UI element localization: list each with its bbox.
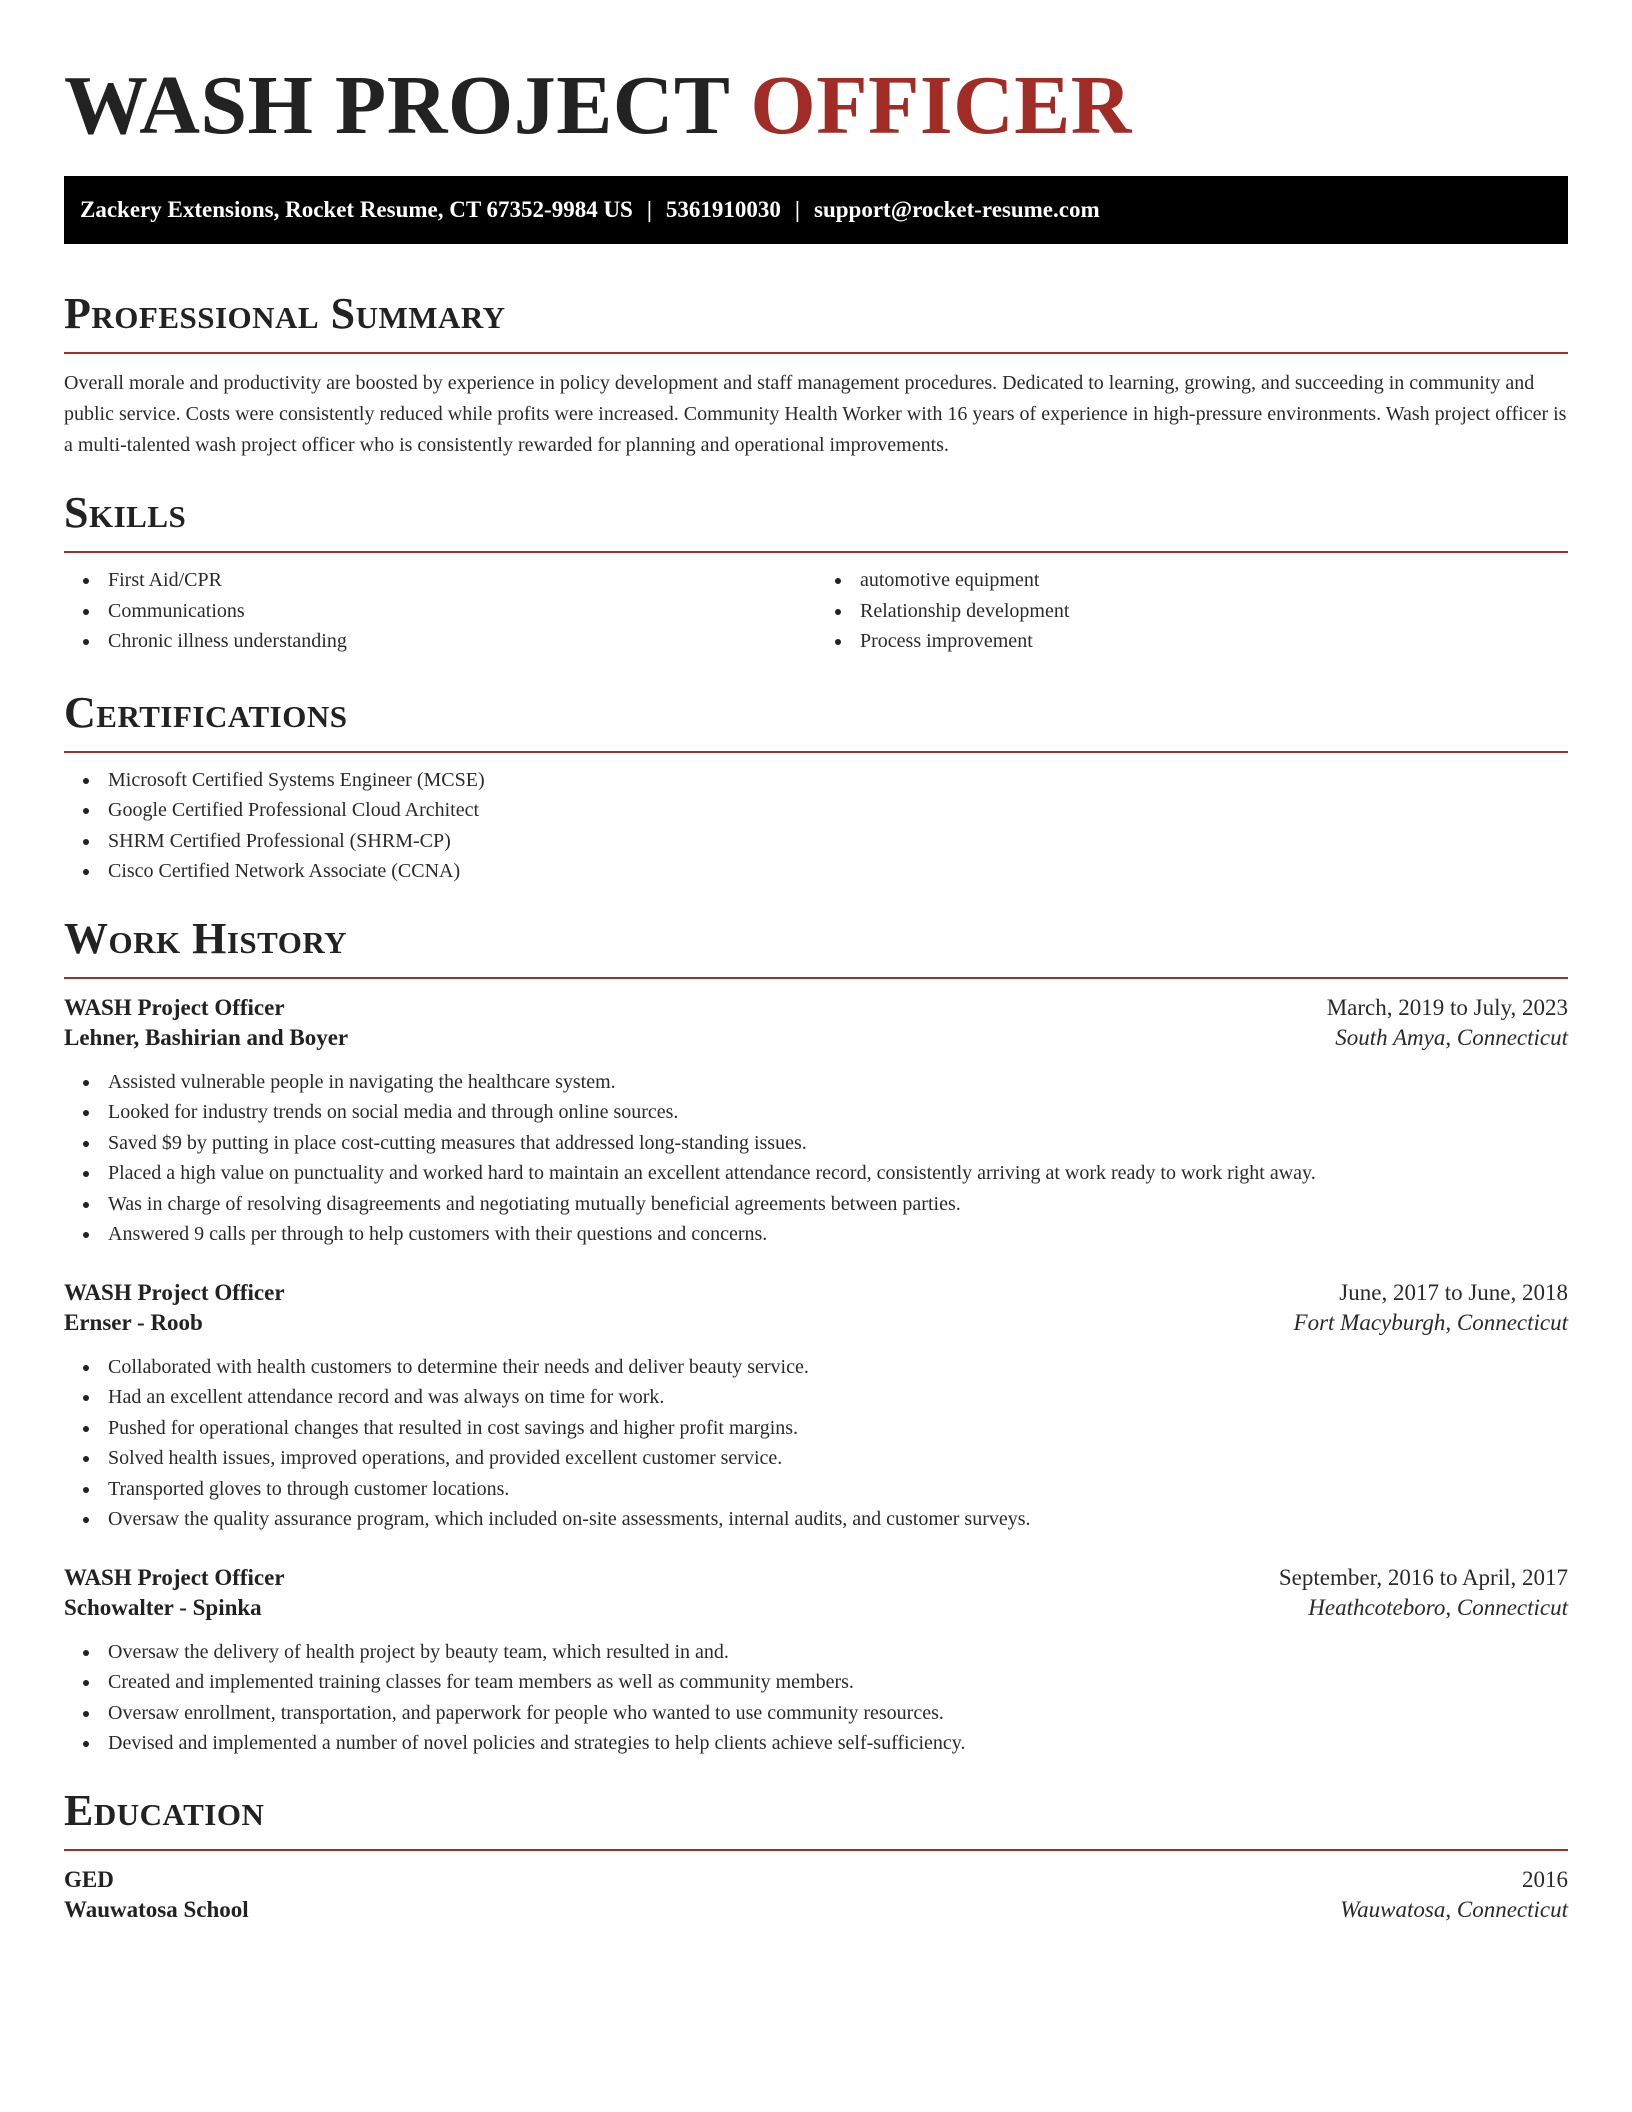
job-company: Schowalter - Spinka	[64, 1594, 262, 1620]
title-accent: OFFICER	[750, 59, 1132, 152]
certifications-list	[64, 765, 1568, 887]
certification-item: SHRM Certified Professional (SHRM-CP)	[64, 826, 1568, 857]
job-title: WASH Project Officer	[64, 1279, 285, 1305]
education-degree: GED	[64, 1866, 114, 1892]
job-bullet: Transported gloves to through customer locations.	[64, 1474, 1568, 1505]
job-bullet: Answered 9 calls per through to help customers with their questions and concerns.	[64, 1219, 1568, 1250]
job-bullet: Created and implemented training classes for team members as well as community members.	[64, 1667, 1568, 1698]
job-bullet: Saved $9 by putting in place cost-cutting measures that addressed long-standing issues.	[64, 1128, 1568, 1159]
job-bullet: Oversaw enrollment, transportation, and paperwork for people who wanted to use community resources.	[64, 1698, 1568, 1729]
contact-bar	[64, 176, 1568, 244]
job-bullet: Solved health issues, improved operations, and provided excellent customer service.	[64, 1443, 1568, 1474]
summary-text: Overall morale and productivity are boosted by experience in policy development and staff management procedures. Dedicated to learning, growing, and succeeding in community and public service. Costs were consistently reduced while profits were increased. Community Health Worker with 16 years of experience in high-pressure environments. Wash project officer is a multi-talented wash project officer who is consistently rewarded for planning and operational improvements.	[64, 372, 1567, 456]
education-school: Wauwatosa School	[64, 1896, 249, 1922]
section-divider	[64, 352, 1568, 354]
job-bullet: Devised and implemented a number of novel policies and strategies to help clients achieve self-sufficiency.	[64, 1728, 1568, 1759]
certifications-section	[64, 687, 1568, 887]
section-heading-certifications: Certifications	[64, 687, 348, 737]
job-title: WASH Project Officer	[64, 1564, 285, 1590]
certification-item: Microsoft Certified Systems Engineer (MCSE)	[64, 765, 1568, 796]
section-divider	[64, 1849, 1568, 1851]
skill-item: Communications	[64, 596, 816, 627]
skills-list-left	[64, 565, 816, 657]
skill-item: Chronic illness understanding	[64, 626, 816, 657]
education-entry	[64, 1867, 1568, 1923]
education-header-row	[64, 1867, 1568, 1893]
job-company-row	[64, 1595, 1568, 1621]
job-location: South Amya, Connecticut	[1335, 1024, 1568, 1050]
job-dates: March, 2019 to July, 2023	[1326, 994, 1568, 1020]
job-company-row	[64, 1310, 1568, 1336]
title-main: WASH PROJECT	[64, 59, 729, 152]
job-bullet: Collaborated with health customers to determine their needs and deliver beauty service.	[64, 1352, 1568, 1383]
job-header-row	[64, 1565, 1568, 1591]
job-company: Ernser - Roob	[64, 1309, 203, 1335]
contact-address: Zackery Extensions, Rocket Resume, CT 67352-9984 US	[80, 197, 633, 222]
resume-title	[64, 0, 1568, 156]
contact-separator: |	[794, 197, 800, 222]
job-bullet: Had an excellent attendance record and was always on time for work.	[64, 1382, 1568, 1413]
job-dates: September, 2016 to April, 2017	[1278, 1564, 1568, 1590]
job-bullet: Oversaw the quality assurance program, which included on-site assessments, internal audits, and customer surveys.	[64, 1504, 1568, 1535]
job-bullet: Pushed for operational changes that resulted in cost savings and higher profit margins.	[64, 1413, 1568, 1444]
skill-item: First Aid/CPR	[64, 565, 816, 596]
job-company: Lehner, Bashirian and Boyer	[64, 1024, 349, 1050]
section-heading-skills: Skills	[64, 488, 187, 537]
job-bullet: Looked for industry trends on social media and through online sources.	[64, 1097, 1568, 1128]
job-entry	[64, 995, 1568, 1250]
education-location: Wauwatosa, Connecticut	[1340, 1896, 1568, 1922]
job-bullet: Was in charge of resolving disagreements and negotiating mutually beneficial agreements between parties.	[64, 1189, 1568, 1220]
job-dates: June, 2017 to June, 2018	[1339, 1279, 1568, 1305]
job-bullets	[64, 1067, 1568, 1250]
job-bullets	[64, 1352, 1568, 1535]
certification-item: Cisco Certified Network Associate (CCNA)	[64, 856, 1568, 887]
skill-item: automotive equipment	[816, 565, 1568, 596]
skill-item: Relationship development	[816, 596, 1568, 627]
certification-item: Google Certified Professional Cloud Architect	[64, 795, 1568, 826]
section-heading-work-history: Work History	[64, 913, 348, 963]
section-heading-summary: Professional Summary	[64, 289, 506, 338]
job-entry	[64, 1280, 1568, 1535]
job-header-row	[64, 995, 1568, 1021]
job-location: Heathcoteboro, Connecticut	[1308, 1594, 1568, 1620]
contact-phone: 5361910030	[665, 197, 781, 222]
education-year: 2016	[1522, 1866, 1568, 1892]
job-entry	[64, 1565, 1568, 1759]
skills-section	[64, 487, 1568, 657]
skills-list-right	[816, 565, 1568, 657]
contact-email[interactable]: support@rocket-resume.com	[814, 197, 1100, 222]
job-bullet: Placed a high value on punctuality and worked hard to maintain an excellent attendance record, consistently arriving at work ready to work right away.	[64, 1158, 1568, 1189]
job-title: WASH Project Officer	[64, 994, 285, 1020]
section-divider	[64, 977, 1568, 979]
job-bullet: Assisted vulnerable people in navigating the healthcare system.	[64, 1067, 1568, 1098]
job-bullets	[64, 1637, 1568, 1759]
education-school-row	[64, 1897, 1568, 1923]
work-history-section	[64, 913, 1568, 1759]
skills-grid	[64, 553, 1568, 657]
job-location: Fort Macyburgh, Connecticut	[1293, 1309, 1568, 1335]
section-heading-education: Education	[64, 1785, 265, 1835]
job-header-row	[64, 1280, 1568, 1306]
section-divider	[64, 751, 1568, 753]
job-company-row	[64, 1025, 1568, 1051]
job-bullet: Oversaw the delivery of health project by beauty team, which resulted in and.	[64, 1637, 1568, 1668]
skill-item: Process improvement	[816, 626, 1568, 657]
contact-separator: |	[646, 197, 652, 222]
summary-section	[64, 288, 1568, 461]
education-section	[64, 1785, 1568, 1923]
